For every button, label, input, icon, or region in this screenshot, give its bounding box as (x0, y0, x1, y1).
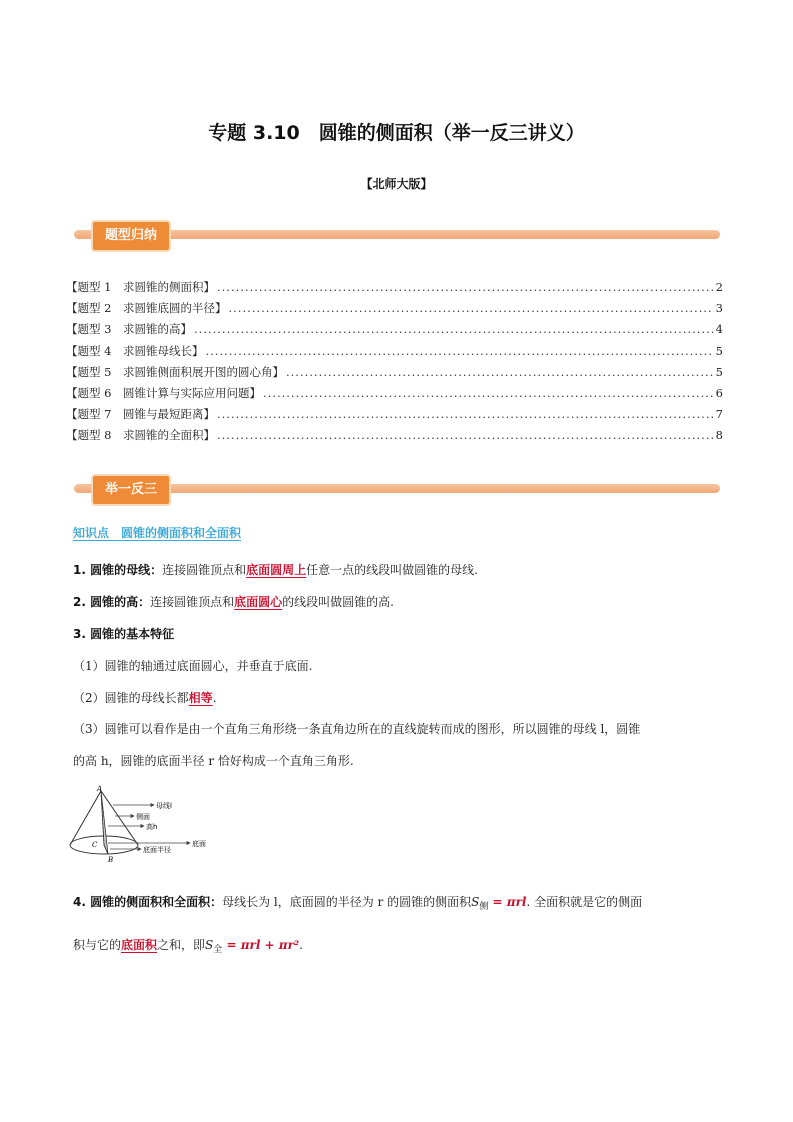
para-features-heading: 3. 圆锥的基本特征 (73, 627, 175, 641)
cone-diagram (68, 783, 228, 863)
label-generatrix: 母线l (156, 802, 172, 810)
edition-label: 【北师大版】 (360, 177, 433, 191)
para-feature-2: （2）圆锥的母线长都相等. (73, 691, 217, 705)
label-height: 高h (146, 823, 158, 831)
cone-apex-label: A (97, 785, 103, 793)
section-banner-summary (74, 218, 720, 250)
cone-base-point-label: B (108, 856, 114, 863)
para-height: 2. 圆锥的高：连接圆锥顶点和底面圆心的线段叫做圆锥的高. (73, 595, 394, 609)
para-feature-3: （3）圆锥可以看作是由一个直角三角形绕一条直角边所在的直线旋转而成的图形，所以圆锥的母线 l，圆锥 的高 h，圆锥的底面半径 r 恰好构成一个直角三角形. (73, 722, 641, 768)
toc-item[interactable]: 【题型 3 求圆锥的高】 ..... 4 (66, 321, 723, 342)
banner-tag: 举一反三 (91, 474, 171, 506)
para-feature-1: （1）圆锥的轴通过底面圆心，并垂直于底面. (73, 659, 313, 673)
toc-item[interactable]: 【题型 1 求圆锥的侧面积】 ..... 2 (66, 279, 723, 300)
knowledge-point-title: 知识点 圆锥的侧面积和全面积 (73, 526, 242, 540)
page-title: 专题 3.10 圆锥的侧面积（举一反三讲义） (208, 122, 585, 144)
label-side: 侧面 (136, 813, 150, 821)
toc-item[interactable]: 【题型 6 圆锥计算与实际应用问题】 ..... 6 (66, 385, 723, 406)
toc-item[interactable]: 【题型 4 求圆锥母线长】 ..... 5 (66, 343, 723, 364)
toc-item[interactable]: 【题型 8 求圆锥的全面积】 ..... 8 (66, 427, 723, 448)
cone-center-label: C (92, 841, 98, 849)
toc-item[interactable]: 【题型 2 求圆锥底圆的半径】 ..... 3 (66, 300, 723, 321)
toc-item[interactable]: 【题型 7 圆锥与最短距离】 ..... 7 (66, 406, 723, 427)
label-radius: 底面半径 (143, 846, 171, 854)
para-generatrix: 1. 圆锥的母线：连接圆锥顶点和底面圆周上任意一点的线段叫做圆锥的母线. (73, 563, 478, 577)
table-of-contents (66, 279, 723, 449)
banner-tag: 题型归纳 (91, 220, 171, 252)
section-banner-examples (74, 472, 720, 504)
para-area: 4. 圆锥的侧面积和全面积：母线长为 l，底面圆的半径为 r 的圆锥的侧面积$S_侧 = \pi rl$. 全面积就是它的侧面 积与它的底面积之和，即$S_全 = \pi rl + \pi r^2$. (73, 895, 643, 955)
label-base: 底面 (192, 840, 206, 848)
toc-item[interactable]: 【题型 5 求圆锥侧面积展开图的圆心角】 ..... 5 (66, 364, 723, 385)
